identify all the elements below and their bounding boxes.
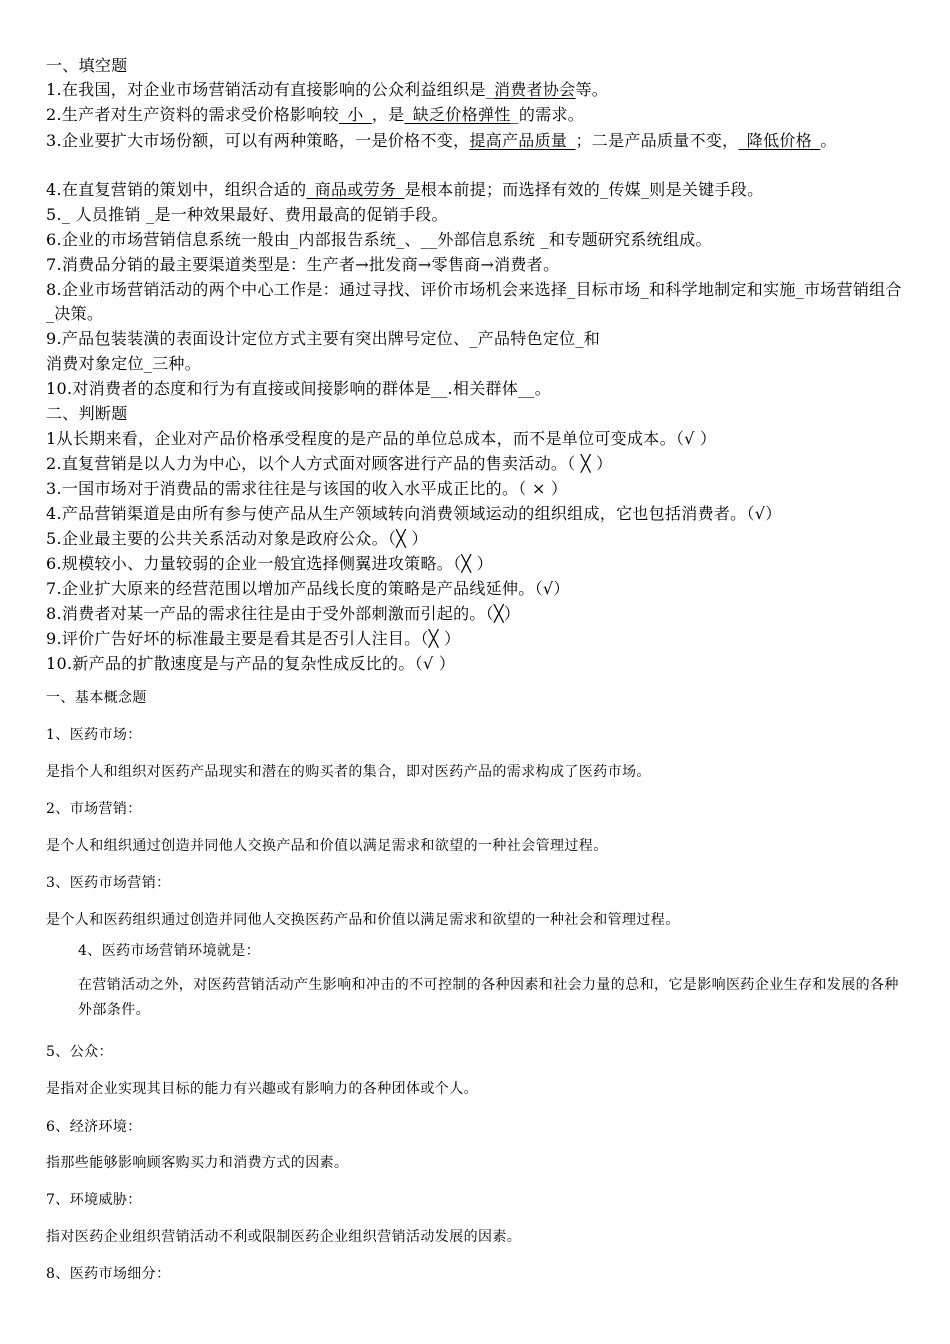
concept-definition: 是指个人和组织对医药产品现实和潜在的购买者的集合，即对医药产品的需求构成了医药市场。: [46, 764, 651, 780]
fill-q7: 7.消费品分销的最主要渠道类型是：生产者→批发商→零售商→消费者。: [46, 255, 560, 274]
concept-term: 6、经济环境：: [46, 1119, 142, 1135]
fill-q9-line2: 消费对象定位_三种。: [46, 354, 202, 373]
fill-q8: 8.企业市场营销活动的两个中心工作是：通过寻找、评价市场机会来选择_目标市场_和科学地制定和实施_市场营销组合_决策。: [46, 280, 902, 323]
concept-definition: 是个人和医药组织通过创造并同他人交换医药产品和价值以满足需求和欲望的一种社会和管理过程。: [46, 912, 680, 928]
fill-q10: 10.对消费者的态度和行为有直接或间接影响的群体是__.相关群体__。: [46, 379, 552, 398]
judge-item: 5.企业最主要的公共关系活动对象是政府公众。（╳ ）: [46, 529, 428, 548]
judge-item: 1从长期来看，企业对产品价格承受程度的是产品的单位总成本，而不是单位可变成本。（√ ）: [46, 429, 717, 448]
fill-q6: 6.企业的市场营销信息系统一般由_内部报告系统_、__外部信息系统 _和专题研究系统组成。: [46, 230, 712, 249]
concept-definition: 是个人和组织通过创造并同他人交换产品和价值以满足需求和欲望的一种社会管理过程。: [46, 838, 608, 854]
judge-item: 4.产品营销渠道是由所有参与使产品从生产领域转向消费领域运动的组织组成，它也包括消费者。（√）: [46, 504, 782, 523]
concept-term: 7、环境威胁：: [46, 1192, 142, 1208]
answer: _商品或劳务_: [306, 180, 405, 199]
fill-q4: 4.在直复营销的策划中，组织合适的_商品或劳务_是根本前提；而选择有效的_传媒_则是关键手段。: [46, 180, 764, 199]
judge-item: 3.一国市场对于消费品的需求往往是与该国的收入水平成正比的。（ × ）: [46, 479, 568, 498]
answer: 提高产品质量_: [469, 131, 576, 150]
judge-item: 6.规模较小、力量较弱的企业一般宜选择侧翼进攻策略。（╳ ）: [46, 554, 493, 573]
judge-item: 2.直复营销是以人力为中心，以个人方式面对顾客进行产品的售卖活动。（ ╳ ）: [46, 454, 613, 473]
judge-item: 9.评价广告好坏的标准最主要是看其是否引人注目。（╳ ）: [46, 629, 461, 648]
judge-item: 7.企业扩大原来的经营范围以增加产品线长度的策略是产品线延伸。（√）: [46, 579, 570, 598]
fill-heading: 一、填空题: [46, 56, 128, 75]
concept-term: 2、市场营销：: [46, 801, 142, 817]
judge-item: 10.新产品的扩散速度是与产品的复杂性成反比的。（√ ）: [46, 654, 456, 673]
concept-definition: 在营销活动之外，对医药营销活动产生影响和冲击的不可控制的各种因素和社会力量的总和，它是影响医药企业生存和发展的各种外部条件。: [78, 977, 899, 1018]
answer: 消费者协会: [493, 80, 576, 99]
judge-heading: 二、判断题: [46, 404, 128, 423]
judge-item: 8.消费者对某一产品的需求往往是由于受外部刺激而引起的。（╳）: [46, 604, 521, 623]
fill-q9-line1: 9.产品包装装潢的表面设计定位方式主要有突出牌号定位、_产品特色定位_和: [46, 329, 601, 348]
concept-term: 4、医药市场营销环境就是：: [78, 943, 261, 959]
concept-term: 3、医药市场营销：: [46, 875, 171, 891]
fill-q1: 1.在我国，对企业市场营销活动有直接影响的公众利益组织是_消费者协会等。: [46, 80, 609, 99]
concept-definition: 是指对企业实现其目标的能力有兴趣或有影响力的各种团体或个人。: [46, 1081, 478, 1097]
answer: _小_: [338, 105, 372, 124]
answer: _缺乏价格弹性: [404, 105, 511, 124]
concept-term: 1、医药市场：: [46, 727, 142, 743]
concept-term: 5、公众：: [46, 1044, 113, 1060]
concept-definition: 指对医药企业组织营销活动不利或限制医药企业组织营销活动发展的因素。: [46, 1229, 522, 1245]
fill-q5: 5._ 人员推销 _是一种效果最好、费用最高的促销手段。: [46, 205, 448, 224]
concepts-heading: 一、基本概念题: [46, 690, 147, 706]
fill-q3: 3.企业要扩大市场份额，可以有两种策略，一是价格不变，提高产品质量_；二是产品质量不变，_降低价格_。: [46, 131, 837, 150]
answer: _降低价格_: [738, 131, 821, 150]
concept-definition: 指那些能够影响顾客购买力和消费方式的因素。: [46, 1155, 349, 1171]
concept-term: 8、医药市场细分：: [46, 1266, 171, 1282]
fill-q2: 2.生产者对生产资料的需求受价格影响较_小_，是_缺乏价格弹性_的需求。: [46, 105, 585, 124]
